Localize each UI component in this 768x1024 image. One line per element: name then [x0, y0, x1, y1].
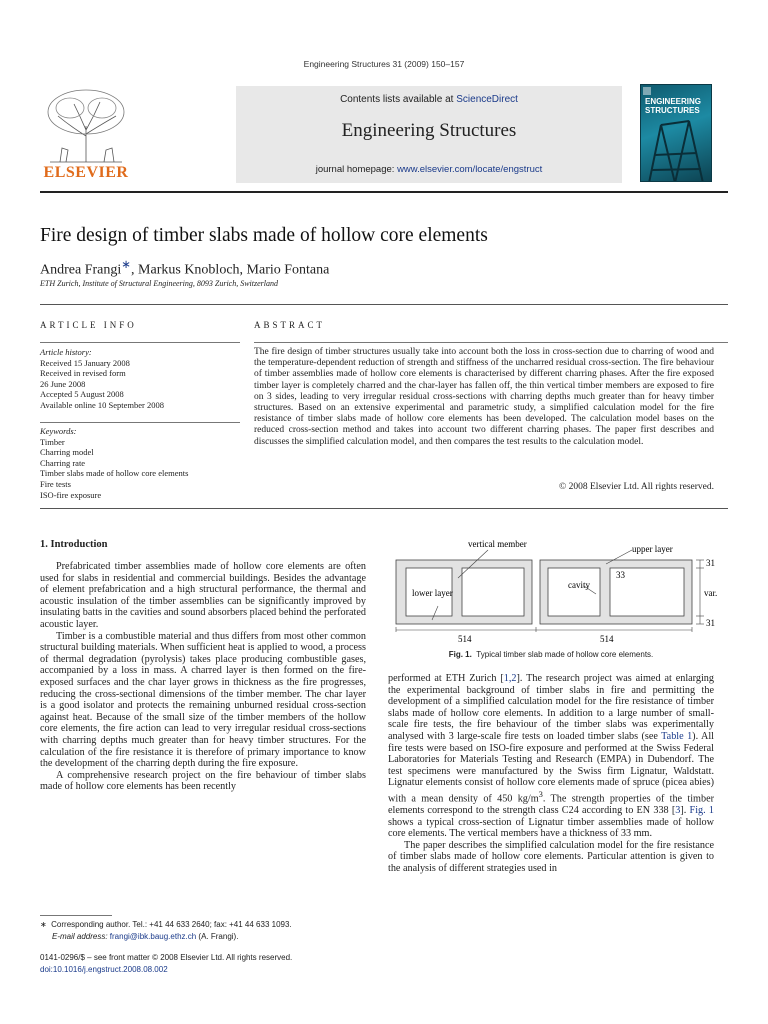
text-run: performed at ETH Zurich [	[388, 673, 504, 684]
keywords	[40, 426, 240, 500]
text-run: shows a typical cross-section of Lignatur timber assemblies made of hollow core elements. The vertical members have a thickness of 33 mm.	[388, 816, 714, 840]
sciencedirect-link[interactable]: ScienceDirect	[456, 94, 518, 105]
history-item: Received in revised form	[40, 368, 126, 379]
cavity	[548, 568, 600, 616]
text-run: . The strength properties of the timber elements correspond to the strength class C24 according to EN 338 [	[388, 793, 714, 816]
keyword: Timber	[40, 436, 65, 447]
paragraph: The paper describes the simplified calculation model for the fire resistance of timber slabs made of hollow core elements. Particular attention is given to the analysis of different strategies used in	[388, 839, 714, 874]
abstract-heading: ABSTRACT	[254, 320, 326, 330]
contents-line	[236, 94, 622, 105]
paragraph: A comprehensive research project on the fire behaviour of timber slabs made of hollow core elements has been recently	[40, 769, 366, 793]
contents-prefix: Contents lists available at	[340, 94, 457, 105]
article-title: Fire design of timber slabs made of hollow core elements	[40, 225, 488, 246]
authors	[40, 257, 329, 279]
publisher-name: ELSEVIER	[43, 164, 129, 181]
email-label: E-mail address:	[52, 931, 110, 941]
email-note	[40, 931, 360, 943]
doi-link[interactable]: doi:10.1016/j.engstruct.2008.08.002	[40, 964, 168, 974]
history-item: Received 15 January 2008	[40, 357, 130, 368]
abstract-copyright: © 2008 Elsevier Ltd. All rights reserved.	[559, 482, 714, 492]
label-vertical-member: vertical member	[468, 539, 527, 549]
cover-title-line1: ENGINEERING	[645, 97, 702, 106]
label-right-mid: var.	[704, 588, 718, 598]
first-author: Andrea Frangi	[40, 262, 122, 278]
label-upper-layer: upper layer	[632, 544, 673, 554]
footnote-rule	[40, 915, 112, 916]
right-column	[388, 673, 714, 874]
header-rule	[40, 191, 728, 193]
abstract-text: The fire design of timber structures usually take into account both the loss in cross-section due to charring of wood and the temperature-dependent reduction of strength and stiffness of the uncharred residual cross-section. The fire behaviour of timber assemblies made of hollow core elements is characterised by different charring phases. After the fire exposed timber layer is completely charred and the char-layer has fallen off, the thin vertical timber members are exposed to fire on 3 sides, leading to very irregular residual cross-sections with charring depths much greater than for heavy timber structures. Based on an extensive experimental and parametric study, a simplified calculation model for the fire resistance of timber slabs made of hollow core elements has been developed. The calculation model bases on the reduced cross-section method and takes into account two different charring phases. The paper first describes and discusses the simplified calculation model, and then compares the test results to the calculation model.	[254, 347, 714, 447]
journal-title: Engineering Structures	[341, 120, 517, 141]
history-item: Accepted 5 August 2008	[40, 389, 124, 400]
label-thickness: 33	[616, 570, 625, 580]
issn-line: 0141-0296/$ – see front matter © 2008 Elsevier Ltd. All rights reserved.	[40, 953, 293, 962]
homepage-link[interactable]: www.elsevier.com/locate/engstruct	[397, 164, 543, 175]
cavity	[462, 568, 524, 616]
figure-caption	[388, 650, 714, 659]
keywords-label: Keywords:	[40, 426, 77, 436]
cover-title-line2: STRUCTURES	[645, 105, 700, 115]
label-cavity: cavity	[568, 580, 590, 590]
front-matter	[40, 952, 360, 975]
footnote	[40, 919, 360, 942]
keyword: Charring model	[40, 447, 94, 458]
article-info-heading: ARTICLE INFO	[40, 320, 137, 330]
homepage-prefix: journal homepage:	[315, 164, 398, 175]
label-dim-left: 514	[458, 634, 472, 644]
journal-cover-image	[640, 84, 712, 182]
history-item: 26 June 2008	[40, 378, 86, 389]
keyword: ISO-fire exposure	[40, 489, 102, 500]
superscript: 3	[538, 788, 543, 799]
title-rule	[40, 304, 728, 305]
citation-link[interactable]: 3	[675, 804, 681, 816]
text-run: ). All fire tests were based on ISO-fire exposure and performed at the Swiss Federal Laboratories for Materials Testing and Research (EMPA) in Dubendorf. The test specimens were manufactured by the Swiss firm Lignatur, Waldstatt. Lignatur elements consist of hollow core elements made of spruce (picea abies) with a mean density of 450 kg/m	[388, 730, 714, 805]
figure-caption-label: Fig. 1.	[448, 650, 472, 659]
citation-link[interactable]: 1,2	[503, 673, 517, 684]
email-link[interactable]: frangi@ibk.baug.ethz.ch	[109, 931, 197, 941]
history-item: Available online 10 September 2008	[40, 399, 165, 410]
corresponding-author-mark[interactable]: ∗	[121, 258, 132, 271]
homepage-line	[236, 164, 622, 175]
paragraph: Prefabricated timber assemblies made of hollow core elements are often used for slabs in residential and commercial buildings. Besides the advantage of element prefabrication and a high structural performance, the thermal and acoustic insulation of the timber assemblies can be significantly improved by insulating batts in the cavities and sound absorbers placed behind the perforated acoustic layer.	[40, 561, 366, 630]
info-rule	[40, 422, 240, 423]
table-link[interactable]: Table 1	[661, 730, 693, 742]
history-label: Article history:	[40, 347, 92, 357]
label-lower-layer: lower layer	[412, 588, 453, 598]
affiliation: ETH Zurich, Institute of Structural Engineering, 8093 Zurich, Switzerland	[40, 279, 278, 288]
figure-link[interactable]: Fig. 1	[689, 804, 714, 816]
abstract-bottom-rule	[40, 508, 728, 509]
label-right-top: 31	[706, 558, 715, 568]
text-run: ].	[680, 804, 690, 816]
paragraph: Timber is a combustible material and thus differs from most other common structural building materials. When sufficient heat is applied to wood, a process of thermal degradation (pyrolysis) takes place producing combustible gases, accompanied by a loss in mass. A charred layer is then formed on the fire-exposed surfaces and the char layer grows in thickness as the fire progresses, reducing the cross-sectional dimensions of the timber member. The char layer is a good isolator and protects the remaining unburned residual cross-section against heat. Because of the small size of the timber members of the hollow core elements, the fire action can lead to very irregular residual cross-sections with charring depths much greater than for heavy timber structures. For the calculation of the fire resistance it is therefore of primary importance to know the development of the charring depth during the fire exposure.	[40, 630, 366, 770]
keyword: Fire tests	[40, 478, 71, 489]
paragraph	[388, 673, 714, 840]
footnote-mark: ∗	[40, 920, 47, 929]
other-authors: , Markus Knobloch, Mario Fontana	[131, 262, 330, 278]
label-dim-right: 514	[600, 634, 614, 644]
figure-caption-text: Typical timber slab made of hollow core elements.	[476, 650, 654, 659]
info-rule	[40, 342, 240, 343]
keyword: Timber slabs made of hollow core elements	[40, 468, 189, 479]
text-run: ]. The research project was aimed at enlarging the experimental background of timber slabs in fire and permitting the development of a simplified calculation model for the fire resistance of timber slabs made of hollow core elements. In addition to a large number of small-scale fire tests, the fire behaviour of the timber slabs was experimentally analysed with 3 large-scale fire tests on loaded timber slabs (see	[388, 673, 714, 742]
keyword: Charring rate	[40, 457, 86, 468]
left-column	[40, 561, 366, 793]
email-name: (A. Frangi).	[196, 931, 239, 941]
section-heading-introduction: 1. Introduction	[40, 539, 108, 550]
figure-1	[388, 538, 718, 646]
label-right-bottom: 31	[706, 618, 715, 628]
journal-reference: Engineering Structures 31 (2009) 150–157	[303, 59, 465, 69]
abstract-rule	[254, 342, 728, 343]
corresponding-text: Corresponding author. Tel.: +41 44 633 2640; fax: +41 44 633 1093.	[51, 920, 292, 929]
corresponding-author-note	[40, 919, 360, 931]
article-history	[40, 347, 240, 411]
